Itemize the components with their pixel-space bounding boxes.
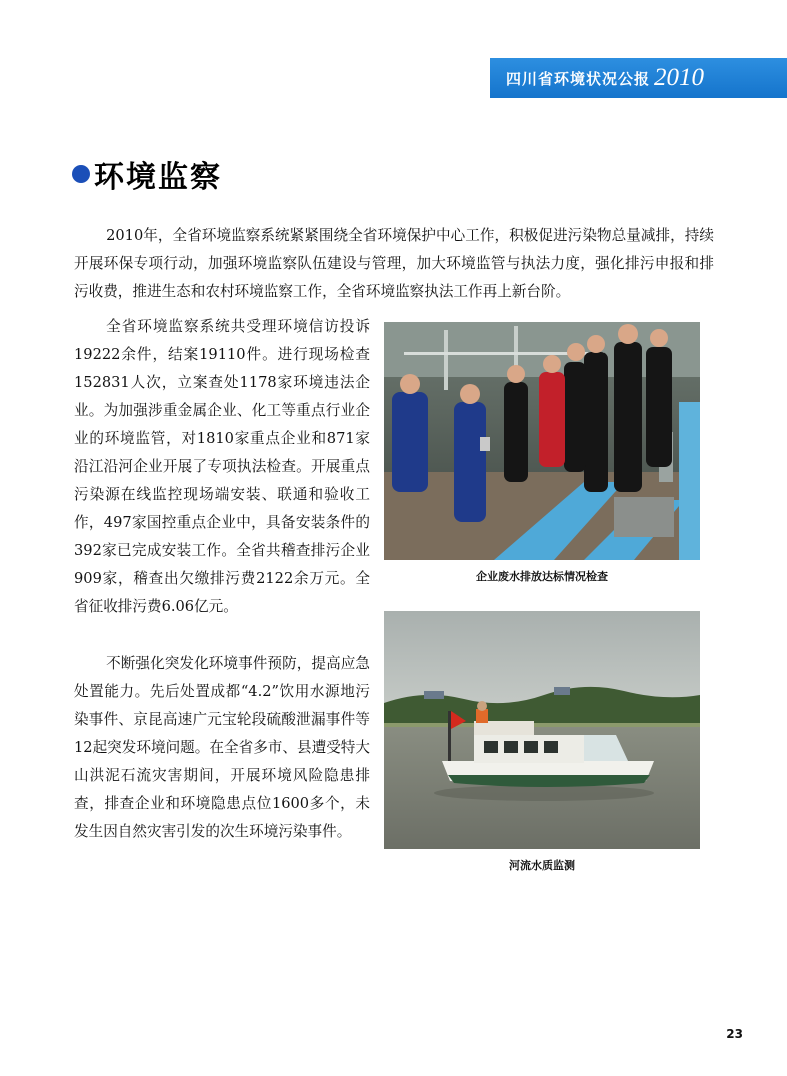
report-header-banner bbox=[490, 58, 787, 98]
river-photo-caption: 河流水质监测 bbox=[509, 859, 575, 872]
inspection-photo bbox=[384, 322, 700, 560]
inspection-photo-caption: 企业废水排放达标情况检查 bbox=[476, 570, 608, 583]
section-title: 环境监察 bbox=[94, 160, 222, 195]
enforcement-paragraph: 全省环境监察系统共受理环境信访投诉19222余件，结案19110件。进行现场检查152831人次，立案查处1178家环境违法企业。为加强涉重金属企业、化工等重点行业企业的环境监管，对1810家重点企业和871家沿江沿河企业开展了专项执法检查。开展重点污染源在线监控现场端安装、联通和验收工作，497家国控重点企业中，具备安装条件的392家已完成安装工作。全省共稽查排污企业909家，稽查出欠缴排污费2122余万元。全省征收排污费6.06亿元。 bbox=[74, 318, 370, 615]
page-number: 23 bbox=[726, 1027, 743, 1041]
intro-paragraph: 2010年，全省环境监察系统紧紧围绕全省环境保护中心工作，积极促进污染物总量减排，持续开展环保专项行动，加强环境监察队伍建设与管理，加大环境监管与执法力度，强化排污申报和排污收费，推进生态和农村环境监察工作，全省环境监察执法工作再上新台阶。 bbox=[74, 227, 714, 300]
report-year: 2010 bbox=[654, 64, 705, 91]
section-heading bbox=[72, 152, 222, 196]
inspection-photo-illustration bbox=[384, 322, 700, 560]
report-title: 四川省环境状况公报 bbox=[506, 69, 651, 88]
river-photo bbox=[384, 611, 700, 849]
emergency-paragraph: 不断强化突发化环境事件预防，提高应急处置能力。先后处置成都“4.2”饮用水源地污染事件、京昆高速广元宝轮段硫酸泄漏事件等12起突发环境问题。在全省多市、县遭受特大山洪泥石流灾害期间，开展环境风险隐患排查，排查企业和环境隐患点位1600多个，未发生因自然灾害引发的次生环境污染事件。 bbox=[74, 655, 370, 840]
bullet-icon bbox=[72, 165, 90, 183]
river-photo-illustration bbox=[384, 611, 700, 849]
